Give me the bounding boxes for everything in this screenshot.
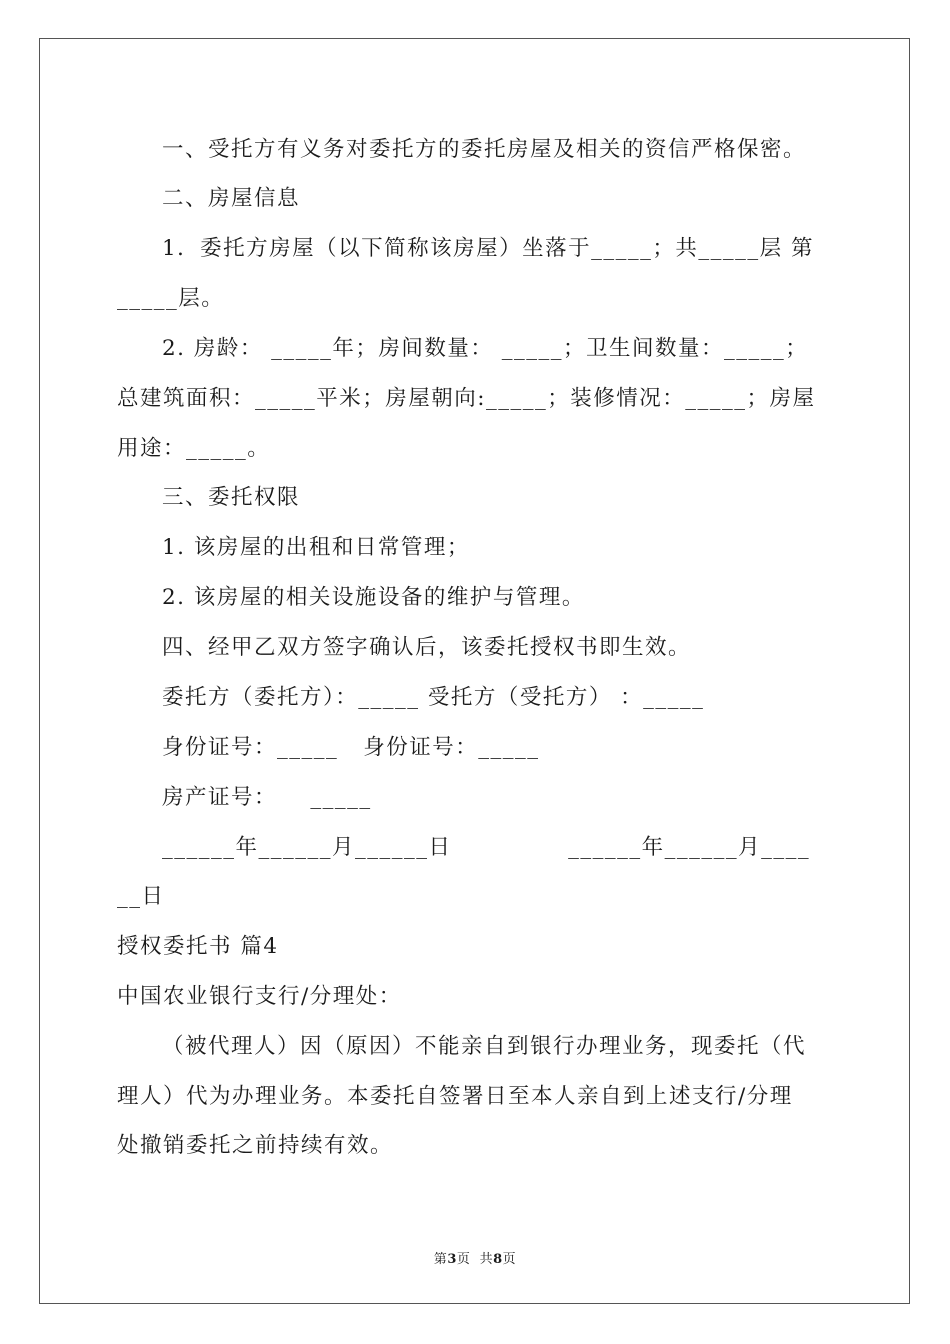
footer-prefix: 第 (433, 1252, 448, 1267)
authority-item-1: 1. 该房屋的出租和日常管理； (162, 535, 470, 560)
body-paragraph-line-1: （被代理人）因（原因）不能亲自到银行办理业务，现委托（代 (162, 1034, 807, 1059)
section-title-part4: 授权委托书 篇4 (117, 934, 279, 959)
id-number-line: 身份证号：_____ 身份证号：_____ (162, 735, 540, 760)
clause-effective: 四、经甲乙双方签字确认后，该委托授权书即生效。 (162, 635, 692, 660)
house-floor-line: _____层。 (117, 286, 225, 311)
page-footer (0, 1248, 950, 1267)
date-line: ______年______月______日 ______年______月____ (162, 835, 811, 860)
authority-item-2: 2. 该房屋的相关设施设备的维护与管理。 (162, 585, 585, 610)
date-line-continued: __日 (117, 884, 165, 909)
section-house-info: 二、房屋信息 (162, 186, 301, 211)
body-paragraph-line-3: 处撤销委托之前持续有效。 (117, 1133, 394, 1158)
house-location-line: 1．委托方房屋（以下简称该房屋）坐落于_____；共_____层 第 (162, 236, 815, 261)
body-paragraph-line-2: 理人）代为办理业务。本委托自签署日至本人亲自到上述支行/分理 (117, 1084, 793, 1109)
house-area-line: 总建筑面积：_____平米；房屋朝向:_____；装修情况：_____；房屋 (117, 386, 816, 411)
clause-confidentiality: 一、受托方有义务对委托方的委托房屋及相关的资信严格保密。 (162, 137, 807, 162)
footer-mid: 页 共 (456, 1252, 494, 1267)
footer-suffix: 页 (502, 1252, 517, 1267)
house-usage-line: 用途：_____。 (117, 436, 271, 461)
total-page-number: 8 (493, 1252, 503, 1267)
signature-parties-line: 委托方（委托方）：_____ 受托方（受托方） ：_____ (162, 685, 705, 710)
page-frame (39, 38, 910, 1304)
bank-addressee: 中国农业银行支行/分理处： (117, 984, 402, 1009)
house-age-line: 2. 房龄： _____年；房间数量： _____；卫生间数量：_____； (162, 336, 809, 361)
property-cert-line: 房产证号： _____ (162, 785, 372, 810)
current-page-number: 3 (447, 1252, 457, 1267)
section-authority: 三、委托权限 (162, 485, 301, 510)
